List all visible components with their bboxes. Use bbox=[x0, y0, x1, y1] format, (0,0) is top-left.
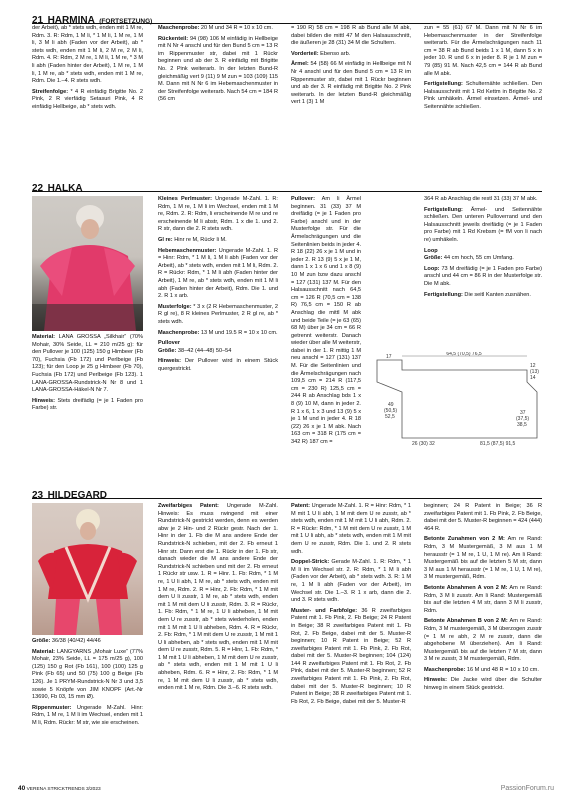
section-suffix: (FORTSETZUNG) bbox=[99, 18, 153, 25]
label: Vorderteil: bbox=[291, 50, 319, 57]
harmina-gauge: 20 M und 34 R = 10 x 10 cm. bbox=[200, 25, 273, 31]
halka-pullover-cont: 364 R ab Anschlag die restl 31 (33) 37 M abk. bbox=[424, 196, 538, 202]
hildegard-sequence: 36 R zweifarbiges Patent mit 1. Fb Pink, 2. Fb Beige; 24 R Patent in Beige; 38 R zweifarbiges Patent mit 1. Fb Rot, 2. Fb Beige, dabei mit der 5. Muster-R beginnen; 10 R Patent in Beige; 52 R zweifarbiges Patent mit 1. Fb Pink, 2. Fb Rot, dabei mit der 5. Muster-R beginnen; 104 (124) 144 R zweifarbiges Patent mit 1. Fb Rot, 2. Fb Pink, dabei mit der 5. Muster-R beginnen; 52 R zweifarbiges Patent mit 1. Fb Pink, 2. Fb Rot, dabei mit der 5. Muster-R beginnen; 10 R Patent in Beige; 38 R zweifarbiges Patent mit 1. Fb Rot, 2. Fb Beige, dabei mit der 5. Muster-R bbox=[291, 607, 411, 705]
halka-loop: 73 M dreifädig (= je 1 Faden pro Farbe) anschl und 44 cm = 86 R in der Musterfolge str. Die M abk. bbox=[424, 265, 542, 287]
harmina-column-4 bbox=[424, 25, 542, 115]
halka-hint: Der Pullover wird in einem Stück quergestrickt. bbox=[158, 358, 279, 372]
section-header-hildegard bbox=[32, 485, 542, 499]
section-number: 22 bbox=[32, 183, 44, 194]
harmina-finishing: Schulternähte schließen. Den Halsausschnitt mit 1 Rd Kettm in Brigitte No. 2 Pink umhäkeln. Ärmel einsetzen. Ärmel- und Seitennähte schließen. bbox=[424, 81, 542, 110]
harmina-stripes: * 4 R einfädig Brigitte No. 2 Pink, 2 R vierfädig Setasuri Pink, 4 R einfädig Hellbeige, ab * stets wdh. bbox=[32, 88, 143, 110]
halka-column-1 bbox=[32, 334, 143, 416]
label: Fertigstellung: bbox=[424, 291, 463, 298]
halka-finishing: Ärmel- und Seitennähte schließen. Den unteren Pulloverrand und den Halsausschnitt jeweils dreifädig (= je 1 Faden pro Farbe) mit 1 Rd Krebsm (= fM von li nach re) umhäkeln. bbox=[424, 206, 542, 243]
label: Musterfolge: bbox=[158, 303, 192, 310]
dim-right-2: (13) bbox=[530, 369, 539, 375]
label: Betonte Abnahmen A von 2 M: bbox=[424, 584, 508, 591]
dim-right-side-1: 37 bbox=[520, 410, 526, 416]
harmina-pattern-text: der Arbeit), ab * stets wdh, enden mit 1 M re, Rdm. 3. R: Rdm, 1 M li, * 1 M li, 1 M re, 1 M li, 3 M li abh (Faden vor der Arbeit), ab * stets wdh, enden mit 1 M li, 2 M re, 2 M li, Rdm. 4. R: Rdm, 2 M re, 1 M li, 1 M re, * 3 M li abh (Faden hinter der Arbeit), 1 M re, 1 M li, 1 M re, ab * stets wdh, enden mit 1 M re, Rdm. Die 1.–4. R stets wdh. bbox=[32, 25, 143, 85]
label: Muster- und Farbfolge: bbox=[291, 607, 358, 614]
label: Patent: bbox=[291, 503, 310, 509]
label: Rückenteil: bbox=[158, 35, 189, 42]
halka-loop-finishing: Die seitl Kanten zusnähen. bbox=[464, 291, 531, 298]
hildegard-model-photo bbox=[32, 503, 143, 635]
hildegard-column-3 bbox=[291, 503, 411, 709]
section-title: HALKA bbox=[47, 183, 83, 194]
harmina-column-2 bbox=[158, 25, 278, 107]
dim-bottom-left: 26 (30) 32 bbox=[412, 441, 435, 447]
hildegard-column-1 bbox=[32, 638, 143, 731]
dim-top: 64,5 (70,5) 76,5 bbox=[446, 352, 482, 357]
halka-sequence: * 3 x (2 R Hebemaschenmuster, 2 R gl re), 8 R kleines Perlmuster, 2 R gl re, ab * stets wdh. bbox=[158, 303, 278, 325]
dim-left-top: 17 bbox=[386, 354, 392, 360]
page-number: 40 bbox=[18, 785, 26, 792]
label: Loop: bbox=[424, 265, 440, 272]
halka-model-photo bbox=[32, 196, 143, 331]
label: Zweifarbiges Patent: bbox=[158, 503, 219, 509]
label: Loop bbox=[424, 247, 438, 254]
harmina-sleeves-cont: zun = 55 (61) 67 M. Dann mit N Nr 6 im Hebemaschenmuster in der Streifenfolge weiterarb. Für die Ärmelschrägungen nach 11 cm = 38 R ab Bund beids 1 x 1 M, dann 5 x in jeder 10. R und 6 x in jeder 8. R je 1 M zun = 79 (85) 91 M. Nach 42,5 cm = 144 R ab Bund alle M abk. bbox=[424, 25, 542, 77]
halka-stockinette: Hinr re M, Rückr li M. bbox=[174, 236, 227, 243]
halka-slip-stitch: Ungerade M-Zahl. 1. R = Hinr: Rdm, * 1 M li, 1 M li abh (Faden vor der Arbeit), ab * stets wdh, enden mit 1 M li, Rdm. 2. R = Rückr: Rdm, * 1 M li abh (Faden hinter der Arbeit), 1 M re, ab * stets wdh, enden mit 1 M li abh (Faden hinter der Arbeit), Rdm. Die 1. und 2. R 1 x arb. bbox=[158, 247, 279, 300]
label: Hinweis: bbox=[158, 358, 182, 365]
section-header-harmina bbox=[32, 10, 542, 24]
harmina-front: Ebenso arb. bbox=[320, 50, 351, 57]
label: Größe: bbox=[32, 638, 51, 644]
label: Maschenprobe: bbox=[424, 666, 466, 673]
label: Maschenprobe: bbox=[158, 25, 200, 31]
hildegard-decreases-a: Am re Rand: Rdm, 3 M li zusstr. Am li Rand: Mustergemäß bis auf die letzten 4 M str, dann 3 M li zusstr, Rdm. bbox=[424, 584, 543, 614]
label: Material: bbox=[32, 334, 56, 340]
halka-loop-size: 44 cm hoch, 55 cm Umfang. bbox=[443, 255, 514, 262]
hildegard-hint: Die Jacke wird über die Schulter hinweg in einem Stück gestrickt. bbox=[424, 677, 542, 692]
section-number: 23 bbox=[32, 490, 44, 501]
label: Rippenmuster: bbox=[32, 704, 72, 711]
label: Streifenfolge: bbox=[32, 88, 69, 95]
dim-bottom-right: 81,5 (87,5) 91,5 bbox=[480, 441, 516, 447]
dim-left-side-3: 52,5 bbox=[385, 414, 395, 420]
hildegard-decreases-b: Am re Rand: Rdm, 3 M mustergemäß, 3 M überzogen zusstr (= 1 M re abh, 2 M re zusstr, dann die abgehobene M überziehen). Am li Rand: Mustergemäß bis auf die letzten 7 M str, dann 3 M re zusstr, 3 M mustergemäß, Rdm. bbox=[424, 618, 543, 663]
label: Betonte Zunahmen von 2 M: bbox=[424, 536, 505, 543]
dim-right-side-3: 38,5 bbox=[517, 422, 527, 428]
label: Doppel-Strick: bbox=[291, 559, 330, 566]
dim-right-side-2: (37,5) bbox=[516, 416, 530, 422]
halka-material: LANA GROSSA „Silkhair“ (70% Mohair, 30% Seide, LL = 210 m/25 g): für den Pullover je 100 (125) 150 g Himbeer (Fb 70), Fuchsia (Fb 172) und Perlbeige (Fb 123); für den Loop je 25 g Himbeer (Fb 70), Fuchsia (Fb 172) und Perlbeige (Fb 123). 1 LANA-GROSSA-Rundstrick-N Nr 8 und 1 LANA-GROSSA-Häkel-N Nr 7. bbox=[32, 334, 143, 394]
label: Fertigstellung: bbox=[424, 81, 463, 88]
hildegard-rib: Ungerade M-Zahl. Hinr: Rdm, 1 M re, 1 M li im Wechsel, enden mit 1 M li, Rdm. Rückr: M str, wie sie erscheinen. bbox=[32, 704, 143, 726]
label: Gl re: bbox=[158, 236, 173, 243]
section-title: HARMINA bbox=[47, 15, 95, 26]
halka-seed-stitch: Ungerade M-Zahl. 1. R: Rdm, 1 M re, 1 M li im Wechsel, enden mit 1 M re, Rdm. 2. R: Rdm, li erscheinende M re und re erscheinende M li abstr, Rdm. 1 x die 1. und 2. R str, dann die 2. R stets wdh. bbox=[158, 196, 278, 233]
halka-schematic-diagram bbox=[372, 352, 542, 448]
harmina-column-1 bbox=[32, 25, 143, 115]
label: Größe: bbox=[158, 347, 177, 354]
harmina-back-cont: = 190 R) 58 cm = 198 R ab Bund alle M abk, dabei bilden die mittl 47 M den Halsausschnitt, die äußeren je 28 (31) 34 M die Schultern. bbox=[291, 25, 411, 47]
hildegard-column-4 bbox=[424, 503, 542, 696]
harmina-back: 94 (98) 106 M einfädig in Hellbeige mit N Nr 4 anschl und für den Bund 5 cm = 13 R im Rippenmuster str, dabei mit 1 Rückr beginnen und ab der 3. R einfädig mit Brigitte No. 2 Pink weiterarb. In der letzten Bund-R gleichmäßig vert 9 (11) 9 M zun = 103 (109) 115 M. Dann mit N Nr 6 im Hebemaschenmuster in der Streifenfolge weiterarb. Nach 54 cm = 184 R (56 cm bbox=[158, 35, 278, 103]
hildegard-sequence-cont: beginnen; 24 R Patent in Beige; 36 R zweifarbiges Patent mit 1. Fb Pink, 2. Fb Beige, dabei mit der 5. Muster-R beginnen = 424 (444) 464 R. bbox=[424, 503, 543, 532]
harmina-column-3 bbox=[291, 25, 411, 110]
footer-text: VERENA STRICKTRENDS 3/2023 bbox=[26, 787, 101, 792]
page-footer bbox=[18, 785, 548, 793]
label: Betonte Abnahmen B von 2 M: bbox=[424, 618, 508, 625]
halka-gauge: 13 M und 19.5 R = 10 x 10 cm. bbox=[200, 329, 278, 336]
halka-size: 38–42 (44–48) 50–54 bbox=[177, 347, 232, 354]
dim-left-side-1: 49 bbox=[388, 402, 394, 408]
label: Größe: bbox=[424, 255, 443, 262]
hildegard-double-knit: Gerade M-Zahl. 1. R: Rdm, * 1 M li im Wechsel str. 2. R: Rdm, * 1 M li abh (Faden vor der Arbeit), ab * stets wdh. 3. R: 1 M re, 1 M li abh (Faden vor der Arbeit), im Wechsel str. Die 1.–3. R 1 x arb, dann die 2. und 3. R stets wdh. bbox=[291, 559, 411, 604]
halka-pullover: Am li Ärmel beginnen. 31 (33) 37 M dreifädig (= je 1 Faden pro Farbe) anschl und in der Musterfolge str. Für die Ärmelschrägungen und die Seitenlinien beids in jeder 4. R 18 (22) 26 x je 1 M und in jeder 2. R 13 (9) 5 x je 1 M, dann 1 x 1 x 6 und 1 x 8 (9) 10 M zun bzw dazu anschl = 127 (131) 137 M. Für den Halsausschnitt nach 64,5 cm = 126 R (70,5 cm = 138 R) 76,5 cm = 150 R ab Anschlag die mittl M abk und beide Teile (= je 63 (65) 68 M) über je 34 cm = 66 R getrennt weiterstr. Danach wieder über alle M weiterstr, dabei in der 1. R mittig 1 M neu anschl = 127 (131) 137 M. Für die Seitenlinien und die Ärmelschrägungen nach 109,5 cm = 214 R (117,5 cm = 230 R) 125,5 cm = 244 R ab Anschlag bds 1 x 8 (9) 10 M, dann in jeder 2. R 1 x 6, 1 x 3 und 13 (9) 5 x je 1 M und in jeder 4. R 18 (22) 26 x je 1 M abk. Nach 163 cm = 318 R (175 cm = 342 R) 187 cm = bbox=[291, 196, 361, 445]
section-number: 21 bbox=[32, 15, 44, 26]
hildegard-material: LANGYARNS „Mohair Luxe“ (77% Mohair, 23% Seide, LL = 175 m/25 g), 100 (125) 150 g Rot (Fb 161), 100 (100) 125 g Pink (Fb 65) und 50 (75) 100 g Beige (Fb 126). Je 1 PRYM-Rundstrick-N Nr 3 und 3,5 sowie 5 Knöpfe von JIM KNOPF (Art.-Nr 13690, Fb 03, 15 mm Ø). bbox=[32, 648, 143, 701]
label: Maschenprobe: bbox=[158, 329, 200, 336]
section-header-halka bbox=[32, 178, 542, 192]
halka-column-2 bbox=[158, 196, 278, 376]
label: Ärmel: bbox=[291, 61, 309, 68]
label: Kleines Perlmuster: bbox=[158, 196, 213, 202]
halka-note: Stets dreifädig (= je 1 Faden pro Farbe) str. bbox=[32, 397, 143, 412]
dim-right-1: 12 bbox=[530, 363, 536, 369]
label: Pullover: bbox=[291, 196, 315, 202]
hildegard-size: 36/38 (40/42) 44/46 bbox=[51, 638, 101, 644]
hildegard-gauge: 16 M und 48 R = 10 x 10 cm. bbox=[466, 666, 539, 673]
harmina-sleeves: 54 (58) 66 M einfädig in Hellbeige mit N Nr 4 anschl und für den Bund 5 cm = 13 R im Rippenmuster str, dabei mit 1 Rückr beginnen und ab der 3. R einfädig mit Brigitte No. 2 Pink weiterarb. In der letzten Bund-R gleichmäßig vert 1 (3) 1 M bbox=[291, 61, 411, 106]
dim-left-side-2: (50,5) bbox=[384, 408, 398, 414]
label: Hinweis: bbox=[424, 677, 448, 684]
label: Hinweis: bbox=[32, 397, 56, 404]
halka-column-4 bbox=[424, 196, 542, 302]
section-title: HILDEGARD bbox=[47, 490, 108, 501]
label: Hebemaschenmuster: bbox=[158, 247, 217, 254]
watermark: PassionForum.ru bbox=[500, 785, 554, 792]
label: Material: bbox=[32, 648, 56, 655]
hildegard-brioche: Ungerade M-Zahl. 1. R = Hinr: Rdm, * 1 M mit 1 U li abh, 1 M mit dem U re zusstr, ab * stets wdh, enden mit 1 M mit 1 U li abh, Rdm. 2. R = Rückr: Rdm, * 1 M mit dem U re zusstr, 1 M mit 1 U li abh, ab * stets wdh, enden mit 1 M mit dem U re zusstr, Rdm. Die 1. und 2. R stets wdh. bbox=[291, 503, 411, 555]
label: Pullover bbox=[158, 340, 181, 347]
label: Fertigstellung: bbox=[424, 206, 463, 213]
dim-right-3: 14 bbox=[530, 375, 536, 381]
hildegard-column-2 bbox=[158, 503, 278, 696]
hildegard-increases: Am re Rand: Rdm, 3 M Mustergemäß, 3 M aus 1 M herausstr (= 1 M re, 1 U, 1 M re). Am li Rand: Mustergemäß bis auf die letzten 5 M str, dann 3 M aus 1 M herausstr (= 1 M re, 1 U, 1 M re), 3 M mustergemäß, Rdm. bbox=[424, 536, 543, 581]
hildegard-two-color-brioche: Ungerade M-Zahl. Hinweis: Es muss rwingend mit einer Rundstrick-N gestrickt werden, denn es werden abw je 2 Hin- und 2 Rückr gestr. Nach der 1. Hinr in der 1. Fb die M ans andere Ende der Rundstrick-N schieben, mit der 2. Fb erneut 1 Hinr str. Dann erst die 1. Rückr in der 1. Fb str, danach wieder die M ans andere Ende der Rundstrick-N schieben und mit der 2. Fb erneut 1 Rückr str usw. 1. R = Hinr. 1. Fb: Rdm, * 1 M re, 1 U li abh, 1 M re, ab * stets wdh, enden mit 1 M re, Rdm. 2. R = Hinr, 2. Fb: Rdm, * 1 M mit dem U li zusstr, 1 M re, ab * stets wdh, enden mit 1 M mit dem U li zusstr, Rdm. 3. R = Rückr, 1. Fb: Rdm, * 1 M re, 1 U li abheben, 1 M mit dem U re zusstr, ab * stets wiederholen, enden mit 1 M mit 1 U li abheben, Rdm. 4. R = Rückr, 2. Fb: Rdm, * 1 M mit dem U re zusstr, 1 M mit 1 U li abheben, ab * stets wdh, enden mit 1 M mit dem U re zusstr, Rdm. 5. R = Hinr, 1. Fb: Rdm, * 1 M mit 1 U li abheben, 1 M mit dem U re zusstr, ab * stets wdh, enden mit 1 M mit 1 U li abheben, Rdm. 6. R = Hinr, 2. Fb: Rdm, * 1 M re, 1 M mit dem U li zusstr, ab * stets wdh, enden mit 1 M re, Rdm. Die 3.–6. R stets wdh. bbox=[158, 503, 278, 692]
